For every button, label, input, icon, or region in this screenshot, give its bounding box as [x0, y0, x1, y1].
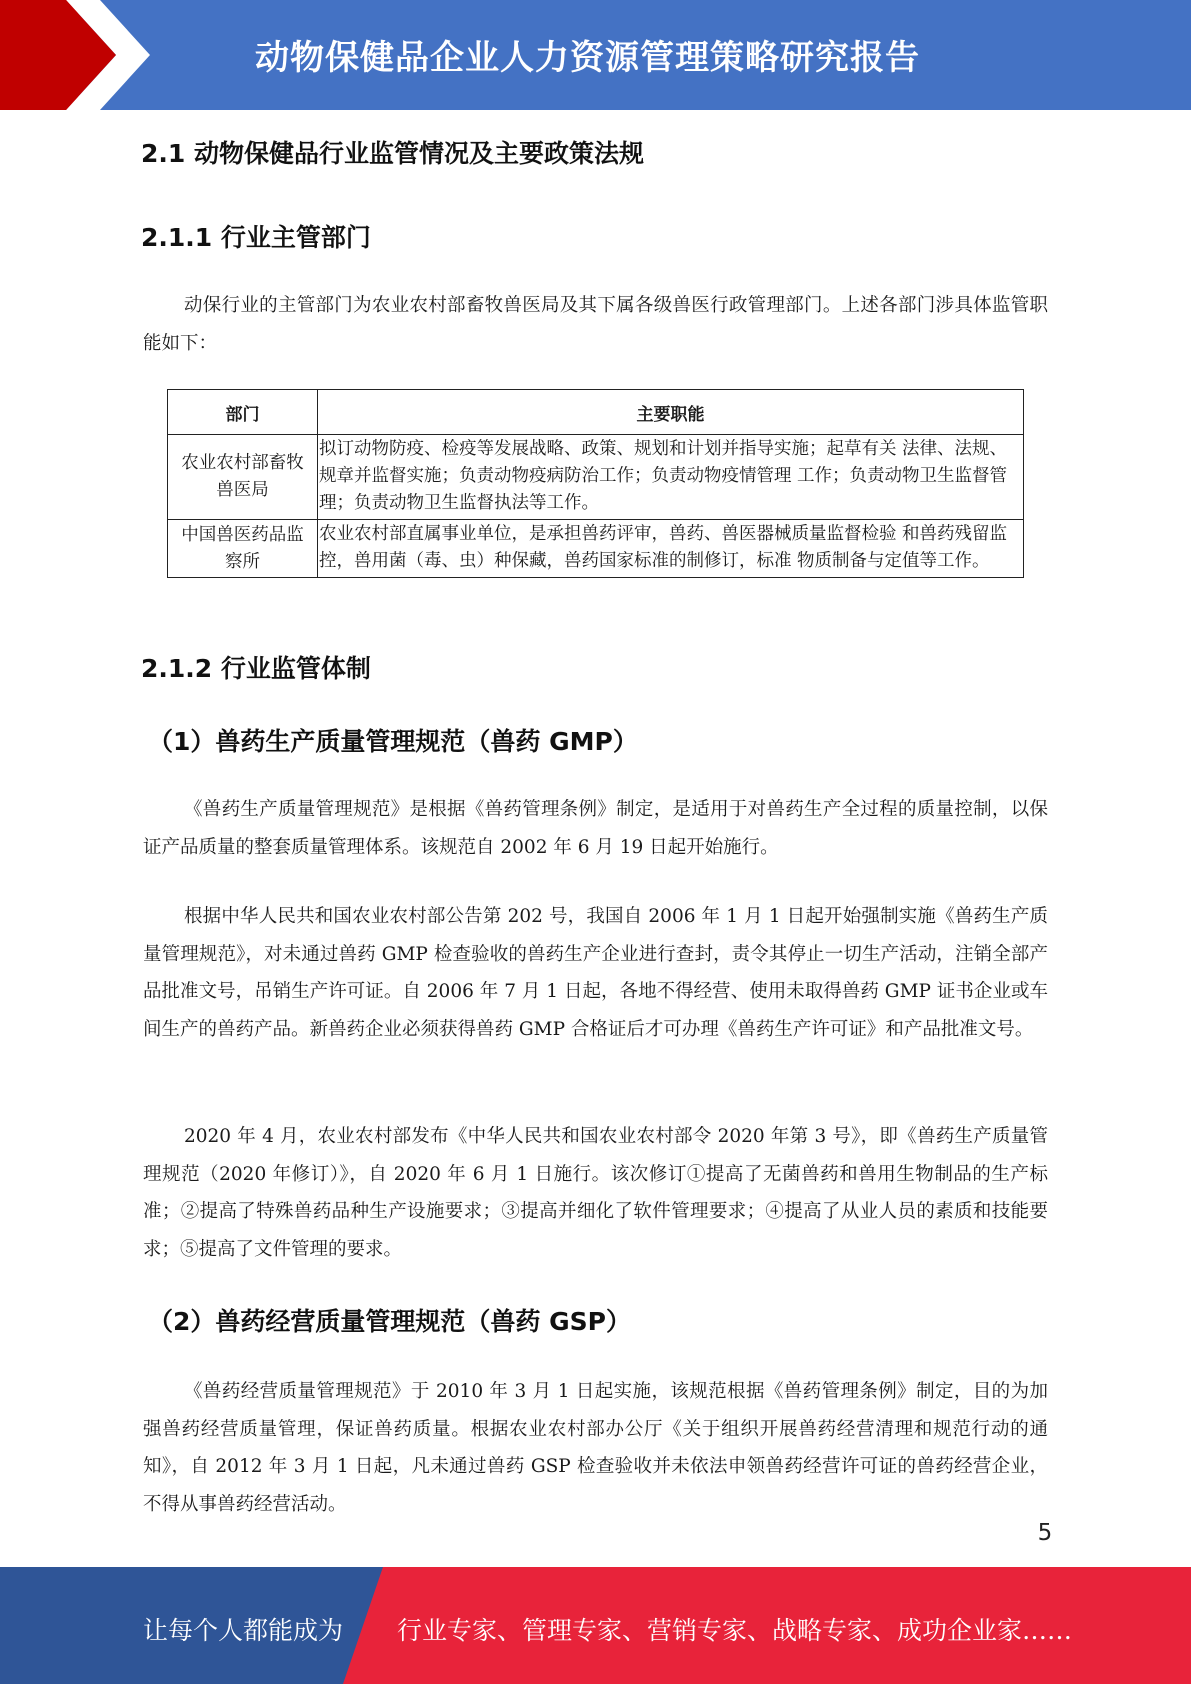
header-bar: [0, 0, 1191, 110]
footer-slogan-right: 行业专家、管理专家、营销专家、战略专家、成功企业家……: [397, 1616, 1073, 1645]
section-heading: 2.1 动物保健品行业监管情况及主要政策法规: [141, 139, 644, 168]
table-cell-duty: 拟订动物防疫、检疫等发展战略、政策、规划和计划并指导实施；起草有关 法律、法规、规章并监督实施；负责动物疫病防治工作；负责动物疫情管理 工作；负责动物卫生监督管理；负责动物卫生监督执法等工作。: [318, 435, 1024, 520]
table-cell-dept: 中国兽医药品监察所: [168, 520, 318, 578]
report-title: 动物保健品企业人力资源管理策略研究报告: [255, 38, 920, 78]
header-chevron-icon: [0, 0, 160, 110]
authority-table: [167, 389, 1024, 578]
authority-paragraph: 动保行业的主管部门为农业农村部畜牧兽医局及其下属各级兽医行政管理部门。上述各部门涉具体监管职能如下：: [143, 295, 1048, 354]
gmp-heading: （1）兽药生产质量管理规范（兽药 GMP）: [148, 727, 638, 756]
table-header-duty: 主要职能: [318, 390, 1024, 435]
gsp-paragraph-1: 《兽药经营质量管理规范》于 2010 年 3 月 1 日起实施，该规范根据《兽药管理条例》制定，目的为加强兽药经营质量管理，保证兽药质量。根据农业农村部办公厅《关于组织开展兽药经营清理和规范行动的通知》，自 2012 年 3 月 1 日起，凡未通过兽药 GSP 检查验收并未依法申领兽药经营许可证的兽药经营企业，不得从事兽药经营活动。: [143, 1381, 1048, 1515]
footer-slogan-left: 让每个人都能成为: [143, 1616, 344, 1645]
page-number: 5: [1037, 1520, 1053, 1546]
table-row: [168, 435, 1024, 520]
table-header-dept: 部门: [168, 390, 318, 435]
subsection-heading-competent-authority: 2.1.1 行业主管部门: [141, 223, 371, 252]
gmp-paragraph-3: 2020 年 4 月，农业农村部发布《中华人民共和国农业农村部令 2020 年第 3 号》，即《兽药生产质量管理规范（2020 年修订）》，自 2020 年 6 月 1 日施行。该次修订①提高了无菌兽药和兽用生物制品的生产标准；②提高了特殊兽药品种生产设施要求；③提高并细化了软件管理要求；④提高了从业人员的素质和技能要求；⑤提高了文件管理的要求。: [143, 1126, 1048, 1260]
subsection-heading-regulatory-system: 2.1.2 行业监管体制: [141, 654, 371, 683]
footer-banner: [0, 1567, 1191, 1684]
table-cell-duty: 农业农村部直属事业单位，是承担兽药评审，兽药、兽医器械质量监督检验 和兽药残留监控，兽用菌（毒、虫）种保藏，兽药国家标准的制修订，标准 物质制备与定值等工作。: [318, 520, 1024, 578]
table-row: [168, 520, 1024, 578]
table-header-row: [168, 390, 1024, 435]
gsp-heading: （2）兽药经营质量管理规范（兽药 GSP）: [148, 1307, 631, 1336]
table-cell-dept: 农业农村部畜牧兽医局: [168, 435, 318, 520]
gmp-paragraph-1: 《兽药生产质量管理规范》是根据《兽药管理条例》制定，是适用于对兽药生产全过程的质量控制，以保证产品质量的整套质量管理体系。该规范自 2002 年 6 月 19 日起开始施行。: [143, 799, 1048, 858]
gmp-paragraph-2: 根据中华人民共和国农业农村部公告第 202 号，我国自 2006 年 1 月 1 日起开始强制实施《兽药生产质量管理规范》，对未通过兽药 GMP 检查验收的兽药生产企业进行查封，责令其停止一切生产活动，注销全部产品批准文号，吊销生产许可证。自 2006 年 7 月 1 日起，各地不得经营、使用未取得兽药 GMP 证书企业或车间生产的兽药产品。新兽药企业必须获得兽药 GMP 合格证后才可办理《兽药生产许可证》和产品批准文号。: [143, 906, 1048, 1040]
